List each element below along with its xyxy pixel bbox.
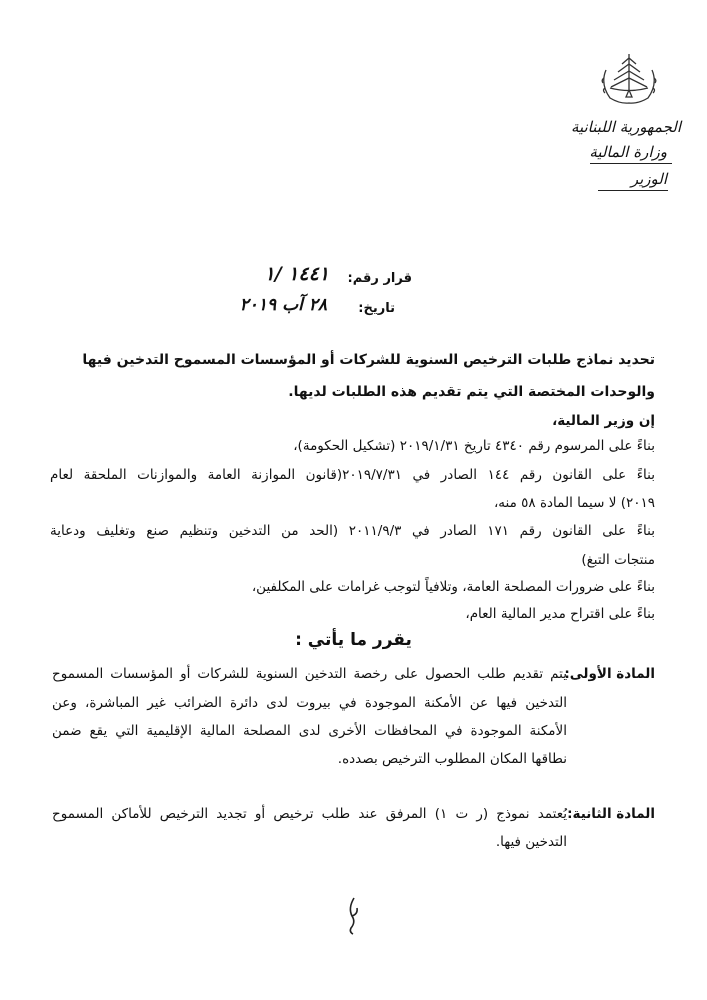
cedar-emblem-icon — [596, 50, 662, 110]
whereas-clause: بناءً على القانون رقم ١٧١ الصادر في ٢٠١١/٩/٣ (الحد من التدخين وتنظيم صنع وتغليف ودعاية — [50, 523, 656, 539]
whereas-clause: بناءً على اقتراح مدير المالية العام، — [465, 606, 655, 622]
republic-heading: الجمهورية اللبنانية — [570, 118, 681, 136]
decides-heading: يقرر ما يأتي : — [295, 630, 412, 650]
header-divider — [590, 163, 672, 164]
whereas-clause: بناءً على القانون رقم ١٤٤ الصادر في ٢٠١٩/٧/٣١(قانون الموازنة العامة والموازنات الملحقة لعام — [50, 467, 655, 483]
decision-date-value: ٢٨ آب ٢٠١٩ — [239, 295, 327, 315]
decision-date-label: تاريخ: — [358, 301, 395, 316]
header-divider — [598, 190, 668, 191]
article-1-label: المادة الأولى: — [564, 666, 655, 682]
article-1-line: الأمكنة الموجودة في المحافظات الأخرى لدى المصلحة المالية الإقليمية التي يقع ضمن — [52, 723, 567, 739]
article-1-line: التدخين فيها عن الأمكنة الموجودة في بيروت لدى دائرة الضرائب غير المباشرة، وعن — [52, 695, 567, 711]
article-2-line: التدخين فيها. — [495, 834, 567, 850]
decision-number-value: ١٤٤١ /١ — [264, 263, 329, 285]
article-2-line: يُعتمد نموذج (ر ت ١) المرفق عند طلب ترخيص أو تجديد الترخيص للأماكن المسموح — [52, 806, 567, 822]
decision-number-label: قرار رقم: — [347, 271, 412, 286]
article-1-line: يتم تقديم طلب الحصول على رخصة التدخين السنوية للشركات أو المؤسسات المسموح — [52, 666, 567, 682]
whereas-clause: ٢٠١٩) لا سيما المادة ٥٨ منه، — [493, 495, 655, 511]
ministry-heading: وزارة المالية — [589, 143, 667, 161]
whereas-clause: بناءً على ضرورات المصلحة العامة، وتلافياً لتوجب غرامات على المكلفين، — [251, 579, 655, 595]
opening-line: إن وزير المالية، — [552, 413, 655, 429]
whereas-clause: منتجات التبغ) — [581, 552, 655, 568]
signature-mark — [342, 896, 364, 936]
article-2-label: المادة الثانية: — [567, 806, 655, 822]
whereas-clause: بناءً على المرسوم رقم ٤٣٤٠ تاريخ ٢٠١٩/١/٣١ (تشكيل الحكومة)، — [293, 438, 655, 454]
decision-title: تحديد نماذج طلبات الترخيص السنوية للشركات أو المؤسسات المسموح التدخين فيها والوحدات المختصة التي يتم تقديم هذه الطلبات لديها. — [82, 352, 655, 400]
minister-heading: الوزير — [630, 170, 667, 188]
article-1-line: نطاقها المكان المطلوب الترخيص بصدده. — [337, 751, 567, 767]
